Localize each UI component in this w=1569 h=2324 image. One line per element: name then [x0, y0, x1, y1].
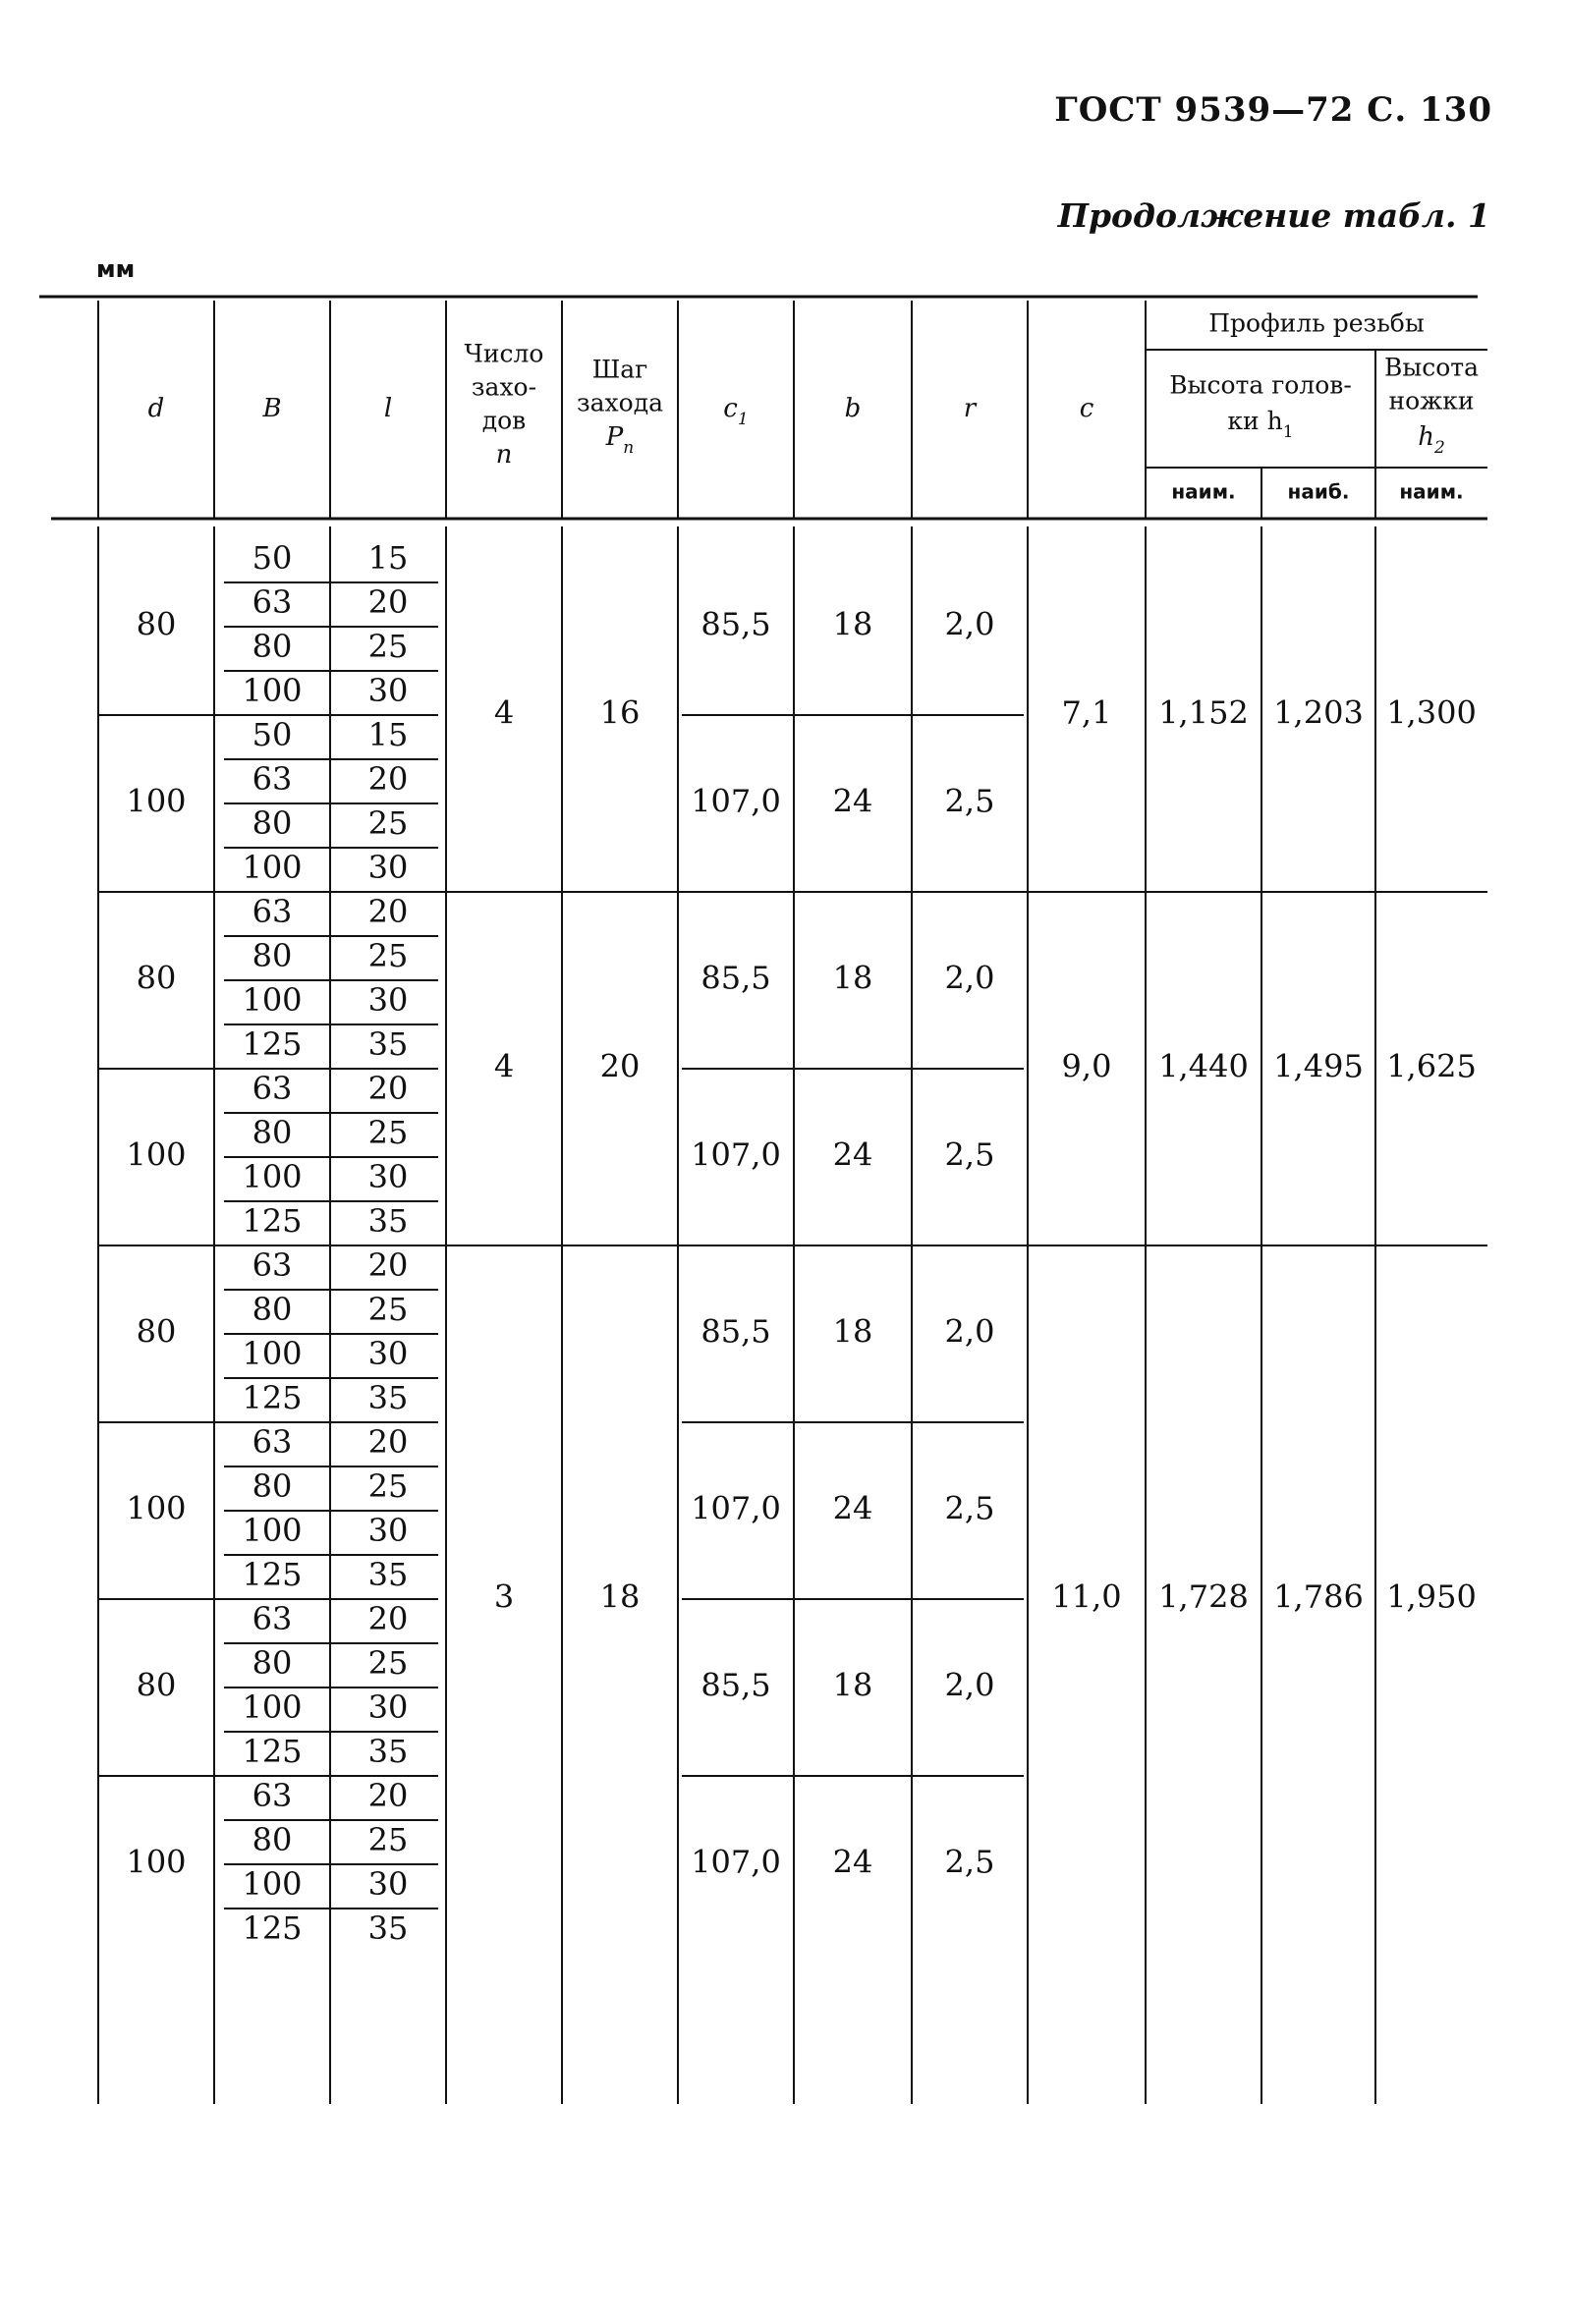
header-n-line: n [495, 440, 513, 470]
cell-B: 63 [252, 1423, 293, 1461]
cell-B: 100 [242, 1865, 303, 1903]
cell-l: 20 [367, 893, 409, 930]
header-h1-line: ки $h_1$ [1227, 406, 1294, 442]
cell-r: 2,5 [944, 1843, 995, 1881]
cell-b: 18 [832, 1312, 873, 1351]
cell-l: 30 [367, 1158, 409, 1195]
header-n-line: дов [481, 406, 527, 435]
cell-l: 35 [367, 1733, 409, 1770]
cell-B: 125 [242, 1909, 303, 1947]
cell-l: 25 [367, 937, 409, 974]
cell-l: 30 [367, 1688, 409, 1726]
cell-r: 2,0 [944, 959, 995, 997]
cell-pn: 20 [599, 1047, 641, 1085]
cell-B: 63 [252, 1600, 293, 1637]
cell-r: 2,0 [944, 1666, 995, 1704]
cell-h1-min: 1,440 [1158, 1047, 1249, 1085]
cell-b: 24 [832, 1489, 873, 1527]
cell-l: 30 [367, 1865, 409, 1903]
cell-d: 80 [136, 605, 177, 643]
cell-B: 80 [252, 804, 293, 842]
cell-l: 25 [367, 628, 409, 665]
cell-d: 100 [126, 782, 187, 820]
cell-l: 30 [367, 849, 409, 886]
cell-l: 20 [367, 760, 409, 798]
cell-l: 30 [367, 1335, 409, 1372]
cell-b: 24 [832, 1135, 873, 1174]
cell-B: 80 [252, 1821, 293, 1858]
cell-l: 15 [367, 539, 409, 577]
cell-pn: 16 [599, 693, 641, 732]
header-b: b [844, 394, 862, 423]
cell-c1: 85,5 [700, 959, 771, 997]
cell-B: 125 [242, 1379, 303, 1416]
cell-l: 20 [367, 1070, 409, 1107]
cell-r: 2,5 [944, 1135, 995, 1174]
cell-b: 18 [832, 605, 873, 643]
cell-r: 2,0 [944, 1312, 995, 1351]
cell-B: 100 [242, 1512, 303, 1549]
cell-l: 30 [367, 981, 409, 1019]
cell-r: 2,0 [944, 605, 995, 643]
cell-b: 18 [832, 959, 873, 997]
unit-label: мм [96, 255, 136, 283]
cell-B: 50 [252, 716, 293, 753]
cell-c: 9,0 [1061, 1047, 1112, 1085]
cell-l: 30 [367, 1512, 409, 1549]
cell-pn: 18 [599, 1577, 641, 1616]
cell-l: 25 [367, 804, 409, 842]
header-h2-line: Высота [1383, 353, 1480, 382]
cell-B: 100 [242, 981, 303, 1019]
cell-h1-max: 1,786 [1273, 1577, 1364, 1616]
header-thread-profile: Профиль резьбы [1208, 308, 1425, 338]
header-c: c [1079, 394, 1094, 423]
header-r: r [963, 394, 977, 423]
cell-l: 25 [367, 1821, 409, 1858]
cell-c1: 85,5 [700, 1312, 771, 1351]
cell-B: 100 [242, 1335, 303, 1372]
cell-B: 80 [252, 1114, 293, 1151]
cell-l: 35 [367, 1909, 409, 1947]
cell-B: 100 [242, 1158, 303, 1195]
cell-h1-min: 1,728 [1158, 1577, 1249, 1616]
cell-c1: 85,5 [700, 1666, 771, 1704]
cell-h2-min: 1,300 [1386, 693, 1477, 732]
cell-r: 2,5 [944, 1489, 995, 1527]
cell-d: 80 [136, 1666, 177, 1704]
cell-l: 20 [367, 1423, 409, 1461]
cell-b: 24 [832, 782, 873, 820]
cell-h2-min: 1,625 [1386, 1047, 1477, 1085]
cell-l: 35 [367, 1556, 409, 1593]
cell-n: 3 [493, 1577, 515, 1616]
cell-B: 125 [242, 1556, 303, 1593]
cell-c: 7,1 [1061, 693, 1112, 732]
cell-c1: 107,0 [691, 1489, 781, 1527]
cell-l: 35 [367, 1202, 409, 1240]
cell-l: 30 [367, 672, 409, 709]
cell-l: 25 [367, 1467, 409, 1505]
header-n-line: захо- [471, 372, 537, 402]
cell-l: 15 [367, 716, 409, 753]
cell-d: 80 [136, 1312, 177, 1351]
cell-B: 63 [252, 1777, 293, 1814]
cell-B: 100 [242, 849, 303, 886]
cell-B: 125 [242, 1733, 303, 1770]
cell-B: 100 [242, 672, 303, 709]
header-h2-line: ножки [1388, 386, 1475, 415]
header-h2-min: наим. [1399, 479, 1464, 504]
cell-h2-min: 1,950 [1386, 1577, 1477, 1616]
cell-h1-min: 1,152 [1158, 693, 1249, 732]
header-h1-max: наиб. [1287, 479, 1350, 504]
cell-B: 63 [252, 583, 293, 621]
cell-B: 125 [242, 1202, 303, 1240]
cell-B: 63 [252, 1070, 293, 1107]
cell-d: 100 [126, 1135, 187, 1174]
cell-B: 63 [252, 1246, 293, 1284]
header-l: l [383, 394, 393, 423]
header-pn-line: $P_n$ [605, 422, 635, 458]
header-pn-line: Шаг [591, 355, 648, 384]
cell-B: 80 [252, 1467, 293, 1505]
cell-B: 80 [252, 1291, 293, 1328]
cell-l: 20 [367, 1777, 409, 1814]
cell-c: 11,0 [1051, 1577, 1122, 1616]
header-B: B [262, 394, 282, 423]
header-pn-line: захода [577, 388, 663, 417]
cell-l: 35 [367, 1025, 409, 1063]
cell-l: 25 [367, 1291, 409, 1328]
cell-l: 20 [367, 1600, 409, 1637]
cell-c1: 107,0 [691, 1843, 781, 1881]
cell-B: 50 [252, 539, 293, 577]
cell-c1: 107,0 [691, 782, 781, 820]
cell-b: 24 [832, 1843, 873, 1881]
header-c1: $c_1$ [723, 394, 749, 429]
header-d: d [147, 394, 165, 423]
cell-B: 125 [242, 1025, 303, 1063]
cell-B: 63 [252, 893, 293, 930]
cell-r: 2,5 [944, 782, 995, 820]
header-h2-line: $h_2$ [1418, 422, 1445, 458]
header-h1-min: наим. [1171, 479, 1236, 504]
table-continuation-title: Продолжение табл. 1 [1057, 196, 1490, 235]
cell-d: 100 [126, 1843, 187, 1881]
cell-d: 80 [136, 959, 177, 997]
header-h1-line: Высота голов- [1169, 370, 1352, 400]
cell-n: 4 [493, 693, 515, 732]
cell-l: 20 [367, 583, 409, 621]
cell-l: 25 [367, 1114, 409, 1151]
cell-h1-max: 1,203 [1273, 693, 1364, 732]
cell-b: 18 [832, 1666, 873, 1704]
header-n-line: Число [464, 339, 544, 368]
cell-n: 4 [493, 1047, 515, 1085]
cell-B: 63 [252, 760, 293, 798]
cell-B: 80 [252, 628, 293, 665]
cell-l: 20 [367, 1246, 409, 1284]
cell-l: 35 [367, 1379, 409, 1416]
cell-d: 100 [126, 1489, 187, 1527]
cell-l: 25 [367, 1644, 409, 1682]
cell-B: 100 [242, 1688, 303, 1726]
cell-h1-max: 1,495 [1273, 1047, 1364, 1085]
cell-c1: 107,0 [691, 1135, 781, 1174]
cell-c1: 85,5 [700, 605, 771, 643]
cell-B: 80 [252, 937, 293, 974]
page-header: ГОСТ 9539—72 С. 130 [1054, 90, 1492, 130]
cell-B: 80 [252, 1644, 293, 1682]
